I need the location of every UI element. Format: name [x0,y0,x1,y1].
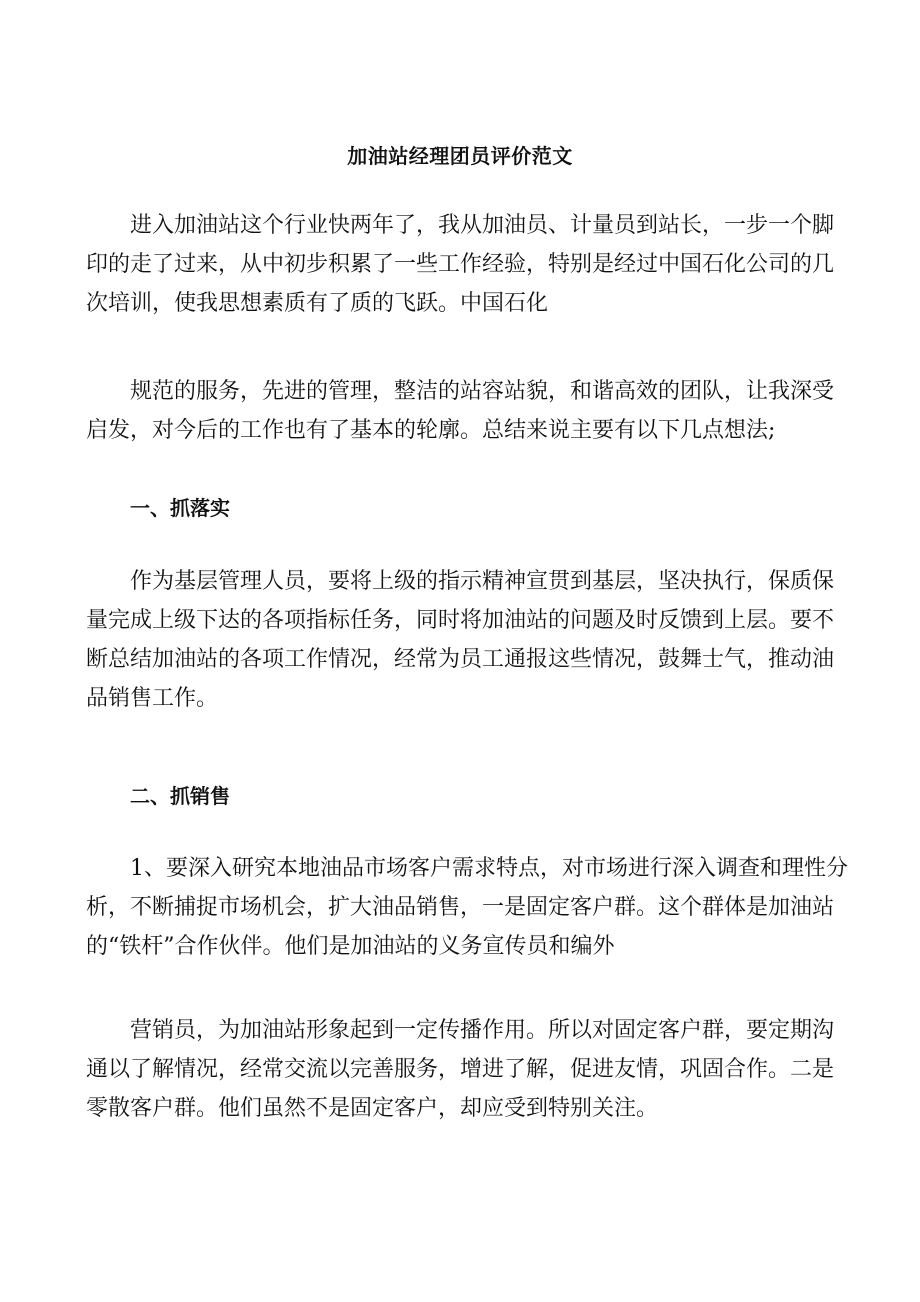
paragraph-line: 印的走了过来，从中初步积累了一些工作经验，特别是经过中国石化公司的几 [86,252,835,277]
paragraph-line: 作为基层管理人员，要将上级的指示精神宣贯到基层，坚决执行，保质保 [130,569,835,594]
paragraph-line: 1、要深入研究本地油品市场客户需求特点，对市场进行深入调查和理性分 [130,856,848,881]
paragraph-line: 营销员，为加油站形象起到一定传播作用。所以对固定客户群，要定期沟 [130,1018,835,1043]
paragraph-line: 零散客户群。他们虽然不是固定客户，却应受到特别关注。 [86,1096,659,1121]
paragraph-intro [86,206,835,323]
paragraph-line: 进入加油站这个行业快两年了，我从加油员、计量员到站长，一步一个脚 [130,213,835,238]
paragraph-sales-customers [86,1011,835,1128]
paragraph-impressions [86,372,835,450]
section-heading-sales: 二、抓销售 [130,784,230,808]
section-heading-implementation: 一、抓落实 [130,496,230,520]
paragraph-line: 规范的服务，先进的管理，整洁的站容站貌，和谐高效的团队，让我深受 [130,379,835,404]
paragraph-line: 断总结加油站的各项工作情况，经常为员工通报这些情况，鼓舞士气，推动油 [86,647,835,672]
document-title: 加油站经理团员评价范文 [347,144,573,168]
paragraph-line: 次培训，使我思想素质有了质的飞跃。中国石化 [86,291,549,316]
paragraph-line: 通以了解情况，经常交流以完善服务，增进了解，促进友情，巩固合作。二是 [86,1057,835,1082]
paragraph-line: 的“铁杆”合作伙伴。他们是加油站的义务宣传员和编外 [86,934,615,959]
paragraph-line: 品销售工作。 [86,686,219,711]
paragraph-sales-market [86,849,848,966]
paragraph-implementation [86,562,835,718]
paragraph-line: 析，不断捕捉市场机会，扩大油品销售，一是固定客户群。这个群体是加油站 [86,895,835,920]
paragraph-line: 量完成上级下达的各项指标任务，同时将加油站的问题及时反馈到上层。要不 [86,608,835,633]
paragraph-line: 启发，对今后的工作也有了基本的轮廓。总结来说主要有以下几点想法; [86,418,776,443]
